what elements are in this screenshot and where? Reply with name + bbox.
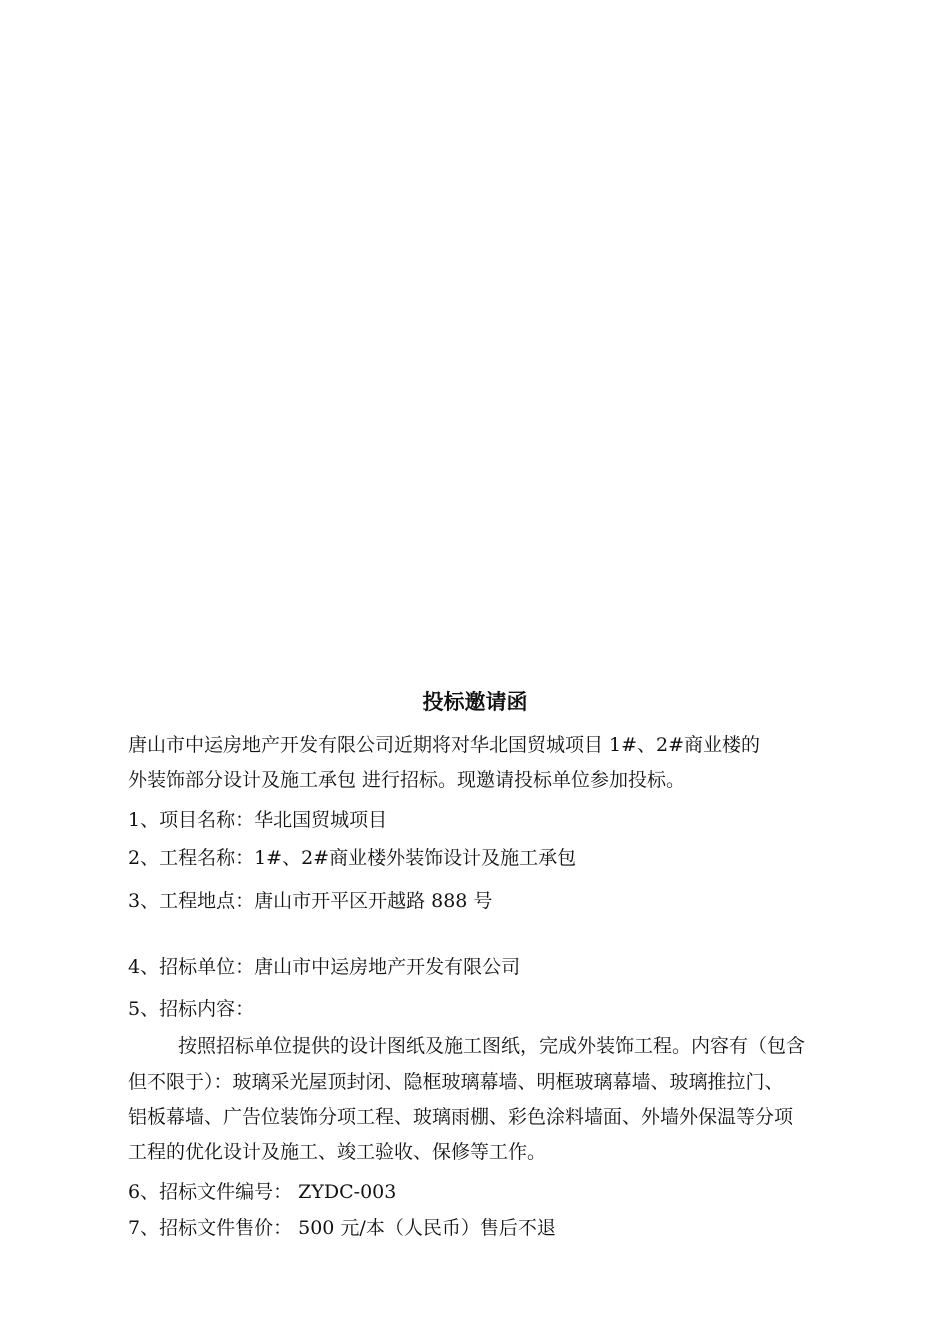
item-project-name: 1、项目名称：华北国贸城项目 <box>128 809 388 831</box>
intro-line-1: 唐山市中运房地产开发有限公司近期将对华北国贸城项目 1#、2#商业楼的 <box>128 734 761 756</box>
content-line-1: 按照招标单位提供的设计图纸及施工图纸，完成外装饰工程。内容有（包含 <box>178 1035 806 1057</box>
item-tender-document-number: 6、招标文件编号： ZYDC-003 <box>128 1181 397 1203</box>
content-line-2: 但不限于）：玻璃采光屋顶封闭、隐框玻璃幕墙、明框玻璃幕墙、玻璃推拉门、 <box>128 1071 784 1093</box>
content-line-3: 铝板幕墙、广告位装饰分项工程、玻璃雨棚、彩色涂料墙面、外墙外保温等分项 <box>128 1106 794 1128</box>
content-line-4: 工程的优化设计及施工、竣工验收、保修等工作。 <box>128 1141 547 1163</box>
item-tender-content: 5、招标内容： <box>128 998 255 1020</box>
intro-line-2: 外装饰部分设计及施工承包 进行招标。现邀请投标单位参加投标。 <box>128 769 686 791</box>
item-tender-document-price: 7、招标文件售价： 500 元/本（人民币）售后不退 <box>128 1217 556 1239</box>
document-title: 投标邀请函 <box>422 690 528 714</box>
item-engineering-name: 2、工程名称：1#、2#商业楼外装饰设计及施工承包 <box>128 847 577 869</box>
item-engineering-location: 3、工程地点：唐山市开平区开越路 888 号 <box>128 890 493 912</box>
item-tendering-unit: 4、招标单位：唐山市中运房地产开发有限公司 <box>128 956 521 978</box>
